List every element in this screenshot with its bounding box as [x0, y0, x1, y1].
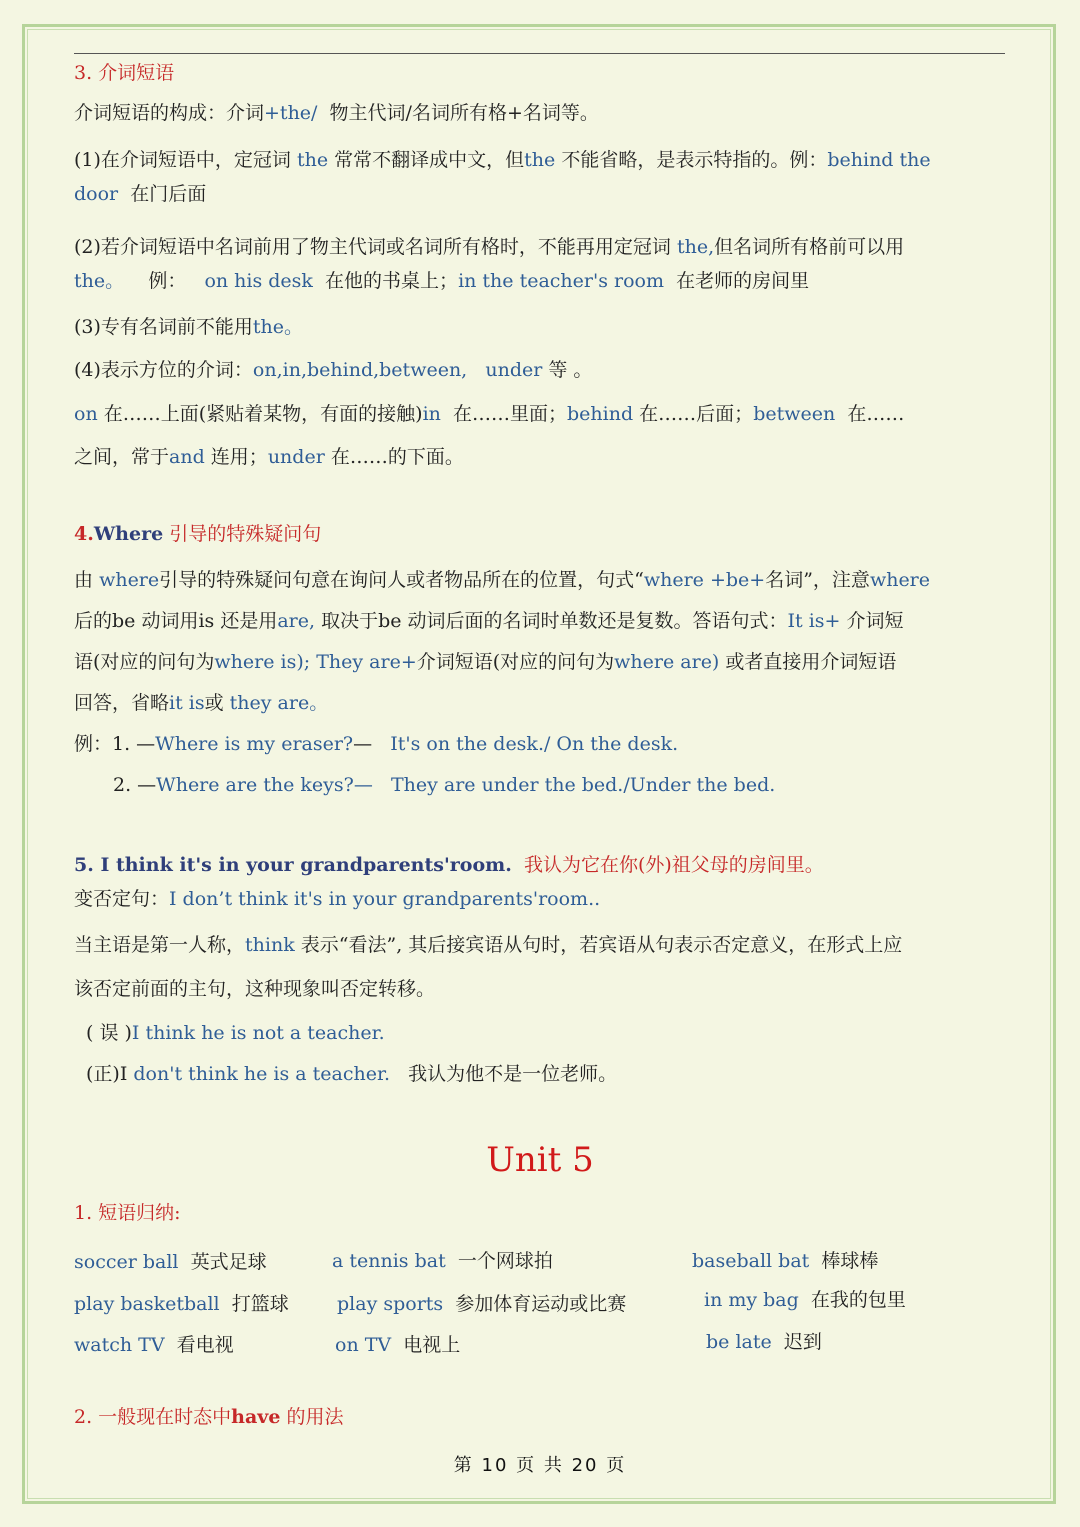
prep-between-meaning-2: 之间，常于 [74, 446, 170, 468]
rule-2-text: (2)若介词短语中名词前用了物主代词或名词所有格时，不能再用定冠词 [74, 236, 671, 258]
composition-text-2: 物主代词/名词所有格+名词等。 [329, 102, 599, 124]
wrong-label: ( 误 ) [86, 1022, 132, 1044]
answer-it-is: It is+ [787, 610, 841, 632]
negative-label: 变否定句： [74, 888, 170, 910]
example-1-label: 例：1. — [74, 733, 156, 755]
phrase-zh: 参加体育运动或比赛 [455, 1293, 627, 1315]
have-word: have [231, 1406, 281, 1428]
rule-2-example-1: on his desk [204, 270, 313, 292]
phrase-en: in my bag [704, 1289, 799, 1311]
phrase-item [332, 1249, 553, 1273]
rule-1-text: (1)在介词短语中，定冠词 [74, 149, 291, 171]
rule-2-line-1 [74, 235, 904, 259]
header-rule [74, 53, 1005, 54]
rule-1-the: the [296, 149, 329, 171]
prep-in-meaning: 在……里面； [452, 403, 567, 425]
rule-2-text-2: 但名词所有格前可以用 [714, 236, 905, 258]
rule-5-line-2 [74, 445, 464, 469]
phrase-zh: 看电视 [176, 1334, 234, 1356]
prep-under-meaning: 在……的下面。 [330, 446, 464, 468]
rule-4-prepositions: on,in,behind,between, [252, 359, 468, 381]
phrase-zh: 棒球棒 [821, 1250, 879, 1272]
prep-and-meaning: 连用； [210, 446, 268, 468]
example-1-answer: It's on the desk./ On the desk. [390, 733, 679, 755]
section-4-where: Where [93, 523, 164, 545]
wrong-sentence: I think he is not a teacher. [131, 1022, 385, 1044]
example-2-question: Where are the keys?— [156, 774, 373, 796]
rule-2-translation-1: 在他的书桌上； [325, 270, 459, 292]
section-4-number: 4. [74, 523, 94, 545]
where-is-q: where is); [214, 651, 311, 673]
transfer-line-1 [74, 933, 902, 957]
phrase-item [337, 1292, 626, 1316]
where-line-4 [74, 691, 328, 715]
section-5-sentence: 5. I think it's in your grandparents'room. [74, 854, 512, 876]
where-text-4: 后的be 动词用is 还是用 [74, 610, 278, 632]
section-4-heading [74, 522, 321, 546]
rule-3 [74, 315, 303, 339]
prep-on: on [74, 403, 98, 425]
rule-1-text-2: 常常不翻译成中文，但 [334, 149, 525, 171]
where-word-2: where [869, 569, 931, 591]
phrase-en: on TV [335, 1334, 392, 1356]
prep-between: between [753, 403, 836, 425]
where-text-7: 语(对应的问句为 [74, 651, 215, 673]
omit-they-are: they are。 [229, 692, 329, 714]
section-4-title: 引导的特殊疑问句 [169, 523, 322, 545]
rule-1-text-3: 不能省略，是表示特指的。例： [561, 149, 828, 171]
transfer-text-2: 表示“看法”, 其后接宾语从句时，若宾语从句表示否定意义，在形式上应 [300, 934, 903, 956]
phrase-item [692, 1249, 878, 1273]
phrase-zh: 在我的包里 [810, 1289, 906, 1311]
phrases-heading: 1. 短语归纳: [74, 1202, 181, 1224]
where-line-2 [74, 609, 904, 633]
phrase-zh: 打篮球 [231, 1293, 289, 1315]
phrase-en: play basketball [74, 1293, 220, 1315]
rule-2-line-2 [74, 269, 809, 293]
have-heading [74, 1405, 344, 1429]
composition-line [74, 101, 599, 125]
phrase-en: be late [706, 1331, 772, 1353]
where-text-6: 介词短 [846, 610, 904, 632]
transfer-think: think [245, 934, 295, 956]
rule-1-example: behind the [827, 149, 931, 171]
where-text-10: 回答，省略 [74, 692, 170, 714]
rule-1-line-1 [74, 148, 931, 172]
rule-2-period: 。 [105, 270, 125, 292]
prep-between-meaning: 在…… [847, 403, 905, 425]
page-number: 第 10 页 共 20 页 [453, 1455, 627, 1476]
section-3-heading: 3. 介词短语 [74, 62, 175, 84]
where-are: are, [277, 610, 316, 632]
right-label: (正)I [86, 1063, 128, 1085]
rule-3-the: the。 [252, 316, 304, 338]
phrase-en: watch TV [74, 1334, 165, 1356]
unit-title: Unit 5 [486, 1140, 594, 1180]
rule-2-the: the, [676, 236, 715, 258]
right-example [86, 1062, 617, 1086]
have-heading-text-2: 的用法 [286, 1406, 344, 1428]
composition-text: 介词短语的构成：介词 [74, 102, 265, 124]
where-pattern: where +be+ [643, 569, 766, 591]
phrase-item [74, 1292, 289, 1316]
where-example-1 [74, 732, 678, 756]
phrase-zh: 电视上 [403, 1334, 461, 1356]
composition-the: +the/ [264, 102, 318, 124]
prep-and: and [169, 446, 205, 468]
phrase-en: play sports [337, 1293, 444, 1315]
right-translation: 我认为他不是一位老师。 [408, 1063, 618, 1085]
rule-1-line-2 [74, 182, 206, 206]
rule-4-under: under [485, 359, 543, 381]
phrase-zh: 一个网球拍 [457, 1250, 553, 1272]
where-line-3 [74, 650, 896, 674]
phrase-en: soccer ball [74, 1251, 179, 1273]
phrase-item [74, 1333, 234, 1357]
rule-4-etc: 等 。 [548, 359, 593, 381]
where-or: 或 [204, 692, 224, 714]
negative-sentence: I don’t think it's in your grandparents'room.. [169, 888, 601, 910]
phrase-en: a tennis bat [332, 1250, 446, 1272]
rule-4 [74, 358, 592, 382]
section-5-heading [74, 853, 824, 877]
rule-2-example-label: 例： [148, 270, 187, 292]
have-heading-text: 2. 一般现在时态中 [74, 1406, 232, 1428]
prep-behind: behind [567, 403, 634, 425]
phrase-item [335, 1333, 460, 1357]
example-2-label: 2. — [113, 774, 157, 796]
rule-2-example-2: in the teacher's room [458, 270, 664, 292]
phrase-en: baseball bat [692, 1250, 810, 1272]
negative-form [74, 887, 600, 911]
rule-2-translation-2: 在老师的房间里 [676, 270, 810, 292]
where-line-1 [74, 568, 930, 592]
where-are-q: where are) [614, 651, 720, 673]
right-sentence: don't think he is a teacher. [133, 1063, 390, 1085]
prep-behind-meaning: 在……后面； [639, 403, 754, 425]
rule-1-translation: 在门后面 [130, 183, 207, 205]
where-text-2: 引导的特殊疑问句意在询问人或者物品所在的位置，句式“ [159, 569, 644, 591]
rule-5-line-1 [74, 402, 904, 426]
section-5-translation: 我认为它在你(外)祖父母的房间里。 [523, 854, 824, 876]
wrong-example [86, 1021, 385, 1045]
example-1-question: Where is my eraser? [155, 733, 354, 755]
phrase-item [704, 1288, 906, 1312]
transfer-line-2: 该否定前面的主句，这种现象叫否定转移。 [74, 978, 436, 1000]
phrase-zh: 迟到 [783, 1331, 822, 1353]
prep-on-meaning: 在……上面(紧贴着某物，有面的接触) [103, 403, 423, 425]
phrase-item [706, 1330, 822, 1354]
rule-2-the-2: the [74, 270, 106, 292]
where-word: where [99, 569, 160, 591]
phrase-zh: 英式足球 [190, 1251, 267, 1273]
where-text-5: 取决于be 动词后面的名词时单数还是复数。答语句式： [321, 610, 788, 632]
prep-under: under [267, 446, 325, 468]
example-2-answer: They are under the bed./Under the bed. [390, 774, 776, 796]
transfer-text-1: 当主语是第一人称， [74, 934, 246, 956]
rule-1-the-2: the [524, 149, 556, 171]
where-text-1: 由 [74, 569, 94, 591]
where-text-9: 或者直接用介词短语 [725, 651, 897, 673]
phrase-item [74, 1250, 267, 1274]
rule-4-text: (4)表示方位的介词： [74, 359, 253, 381]
where-example-2 [113, 773, 775, 797]
example-1-dash: — [353, 733, 373, 755]
where-text-8: 介词短语(对应的问句为 [416, 651, 615, 673]
rule-1-example-2: door [74, 183, 119, 205]
answer-they-are: They are+ [316, 651, 417, 673]
omit-it-is: it is [169, 692, 205, 714]
where-text-3: 名词”，注意 [765, 569, 870, 591]
prep-in: in [422, 403, 441, 425]
rule-3-text: (3)专有名词前不能用 [74, 316, 253, 338]
